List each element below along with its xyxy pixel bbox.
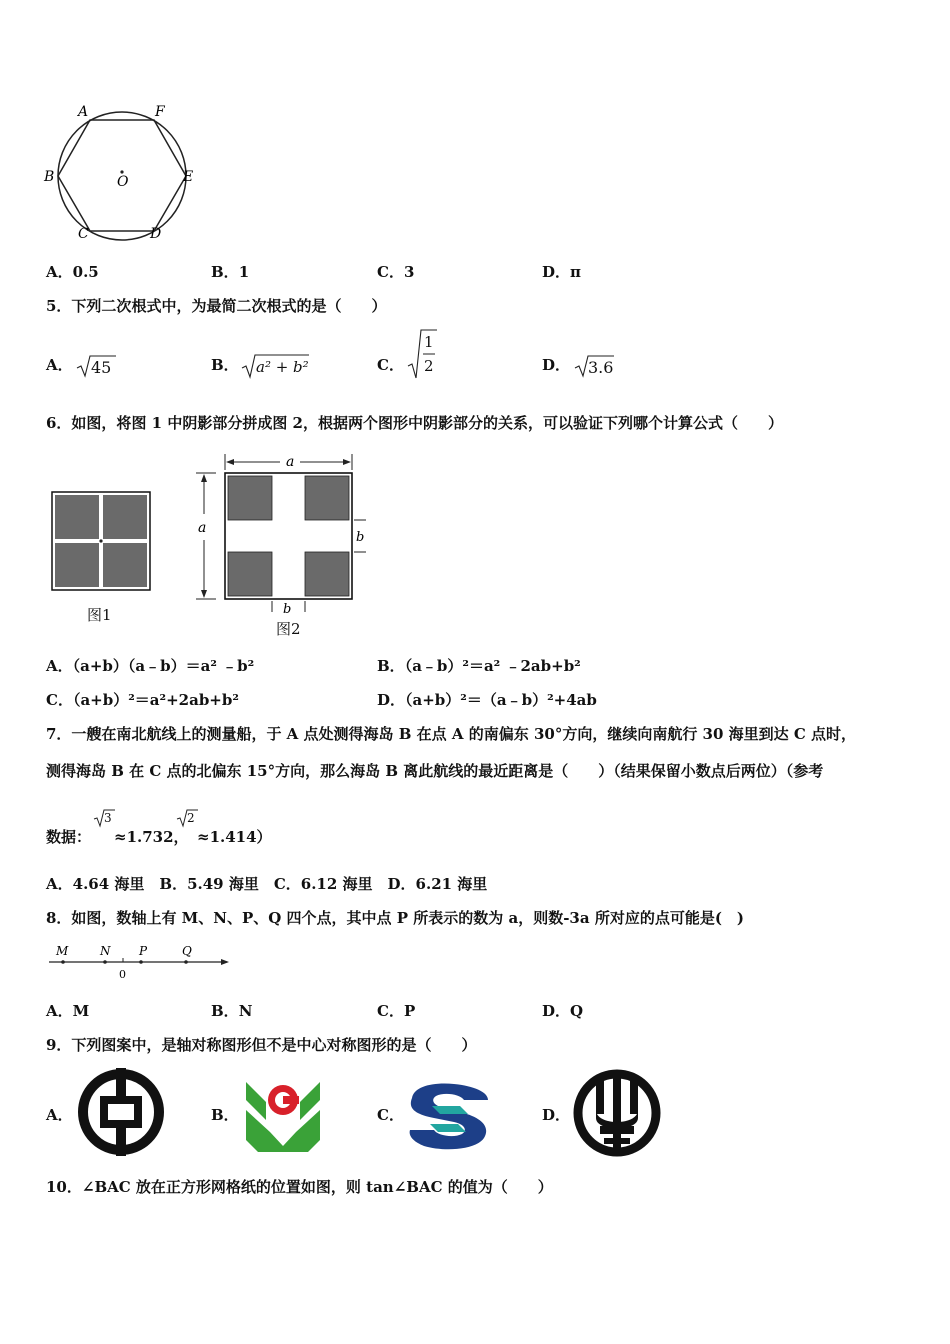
q6-figure-2-caption: 图2: [276, 620, 301, 638]
logo-b-rural-credit-icon[interactable]: [240, 1070, 326, 1156]
q6-option-b[interactable]: B．（a﹣b）²＝a² ﹣2ab+b²: [377, 657, 581, 675]
q5-option-c-key[interactable]: C．: [377, 356, 404, 374]
vertex-label-f: F: [155, 104, 165, 120]
q5-option-a-key[interactable]: A．: [46, 356, 73, 374]
q5-option-a-radical: [76, 354, 116, 384]
q10-stem: 10．∠BAC 放在正方形网格纸的位置如图，则 tan∠BAC 的值为（ ）: [46, 1178, 553, 1196]
q5-b-radicand: a² + b²: [256, 358, 309, 376]
q4-option-a[interactable]: A．0.5: [46, 263, 99, 281]
label-zero: 0: [119, 968, 126, 981]
q7-sqrt3-radical: 3: [93, 808, 117, 832]
q5-option-c-radical: [407, 328, 439, 384]
vertex-label-b: B: [44, 169, 55, 185]
vertex-label-d: D: [150, 226, 162, 242]
q8-stem: 8．如图，数轴上有 M、N、P、Q 四个点，其中点 P 所表示的数为 a，则数-3a 所对应的点可能是( ): [46, 909, 745, 927]
label-m: M: [56, 944, 69, 958]
q9-option-c-key[interactable]: C．: [377, 1106, 404, 1124]
logo-c-china-construction-bank-icon[interactable]: [404, 1080, 494, 1152]
center-label-o: O: [117, 174, 129, 190]
q8-option-d[interactable]: D．Q: [542, 1002, 584, 1020]
q8-number-line: [45, 940, 235, 985]
vertex-label-a: A: [78, 104, 89, 120]
q5-stem: 5．下列二次根式中，为最简二次根式的是（ ）: [46, 297, 387, 315]
q8-option-a[interactable]: A．M: [46, 1002, 90, 1020]
q6-label-a-left: a: [198, 520, 207, 536]
q7-line-2: 测得海岛 B 在 C 点的北偏东 15°方向，那么海岛 B 离此航线的最近距离是（ ）（结果保留小数点后两位）（参考: [46, 762, 824, 780]
q5-d-radicand: 3.6: [588, 358, 614, 377]
q6-option-c[interactable]: C．（a+b）²＝a²+2ab+b²: [46, 691, 239, 709]
q7-sqrt2-radical: 2: [176, 808, 200, 832]
q6-figure-1: [50, 490, 152, 592]
q5-c-numerator: 1: [424, 333, 434, 351]
q9-option-b-key[interactable]: B．: [211, 1106, 239, 1124]
label-p: P: [139, 944, 148, 958]
q4-option-b[interactable]: B．1: [211, 263, 250, 281]
q9-option-d-key[interactable]: D．: [542, 1106, 571, 1124]
vertex-label-c: C: [78, 226, 89, 242]
q6-option-d[interactable]: D．（a+b）²＝（a﹣b）²+4ab: [377, 691, 597, 709]
q6-figure-1-caption: 图1: [87, 606, 112, 624]
q9-option-a-key[interactable]: A．: [46, 1106, 73, 1124]
q5-a-radicand: 45: [91, 358, 112, 377]
q5-option-b-radical: [241, 352, 311, 384]
q6-label-b-right: b: [356, 530, 365, 545]
point-n: [103, 960, 107, 964]
label-n: N: [100, 944, 111, 958]
q6-stem: 6．如图，将图 1 中阴影部分拼成图 2，根据两个图形中阴影部分的关系，可以验证下列哪个计算公式（ ）: [46, 414, 783, 432]
hexagon-in-circle-figure: [40, 100, 210, 245]
q4-option-c[interactable]: C．3: [377, 263, 415, 281]
q5-option-d-key[interactable]: D．: [542, 356, 571, 374]
q5-option-b-key[interactable]: B．: [211, 356, 239, 374]
label-q: Q: [182, 944, 192, 958]
q5-c-denominator: 2: [424, 357, 434, 375]
logo-a-bank-of-china-icon[interactable]: [75, 1066, 167, 1158]
q6-label-b-bottom: b: [283, 602, 292, 617]
q8-option-c[interactable]: C．P: [377, 1002, 416, 1020]
q8-option-b[interactable]: B．N: [211, 1002, 253, 1020]
vertex-label-e: E: [183, 169, 194, 185]
point-p: [139, 960, 143, 964]
point-q: [184, 960, 188, 964]
q7-sqrt3-value: ≈1.732，: [114, 828, 189, 846]
q7-sqrt2-value: ≈1.414）: [197, 828, 272, 846]
q7-data-label: 数据：: [46, 828, 92, 846]
q7-options[interactable]: A．4.64 海里 B．5.49 海里 C．6.12 海里 D．6.21 海里: [46, 875, 488, 893]
point-m: [61, 960, 65, 964]
q7-line-1: 7．一艘在南北航线上的测量船，于 A 点处测得海岛 B 在点 A 的南偏东 30°方向，继续向南航行 30 海里到达 C 点时，: [46, 725, 857, 743]
q4-option-d[interactable]: D．π: [542, 263, 581, 281]
q6-figure-2: [190, 448, 380, 638]
q9-stem: 9．下列图案中，是轴对称图形但不是中心对称图形的是（ ）: [46, 1036, 477, 1054]
logo-d-agricultural-bank-icon[interactable]: [570, 1066, 664, 1160]
q5-option-d-radical: [574, 354, 616, 384]
q6-label-a-top: a: [286, 454, 295, 470]
q6-option-a[interactable]: A．（a+b）（a﹣b）＝a² ﹣b²: [46, 657, 255, 675]
